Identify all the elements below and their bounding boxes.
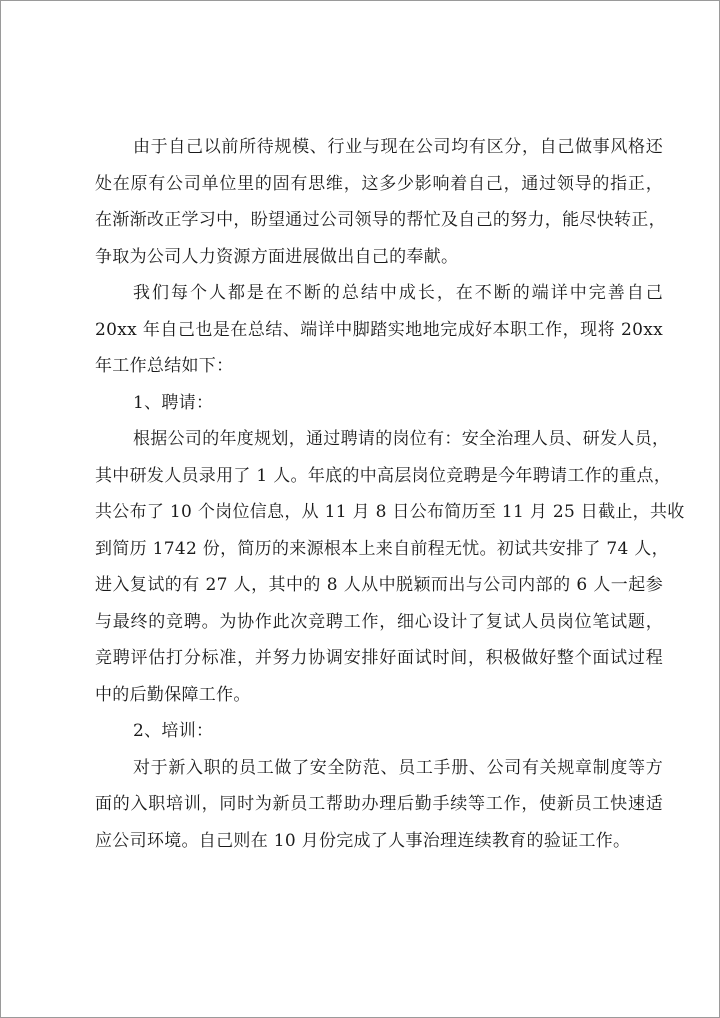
text-line: 由于自己以前所待规模、行业与现在公司均有区分，自己做事风格还	[133, 137, 663, 157]
document-body	[95, 129, 685, 859]
section-heading-training	[95, 713, 663, 750]
text-line: 其中研发人员录用了 1 人。年底的中高层岗位竞聘是今年聘请工作的重点，	[95, 465, 672, 486]
heading-text: 1、聘请：	[133, 392, 214, 413]
text-line: 共公布了 10 个岗位信息，从 11 月 8 日公布简历至 11 月 25 日截止，共收	[95, 502, 685, 522]
text-line: 处在原有公司单位里的固有思维，这多少影响着自己，通过领导的指正，	[95, 173, 663, 194]
text-line: 面的入职培训，同时为新员工帮助办理后勤手续等工作，使新员工快速适	[95, 794, 663, 814]
text-line: 与最终的竞聘。为协作此次竞聘工作，细心设计了复试人员岗位笔试题，	[95, 611, 663, 632]
text-line: 争取为公司人力资源方面进展做出自己的奉献。	[95, 246, 459, 267]
paragraph-adaptation	[95, 129, 666, 275]
text-line: 竞聘评估打分标准，并努力协调安排好面试时间，积极做好整个面试过程	[95, 648, 663, 668]
paragraph-training	[95, 750, 663, 860]
paragraph-recruitment	[95, 421, 685, 713]
text-line: 到简历 1742 份，简历的来源根本上来自前程无忧。初试共安排了 74 人，	[95, 538, 669, 559]
text-line: 中的后勤保障工作。	[95, 684, 251, 705]
text-line: 进入复试的有 27 人，其中的 8 人从中脱颖而出与公司内部的 6 人一起参	[95, 575, 663, 595]
text-line: 我们每个人都是在不断的总结中成长，在不断的端详中完善自己	[133, 283, 663, 303]
heading-text: 2、培训：	[133, 721, 214, 741]
section-heading-recruitment	[95, 385, 663, 422]
text-line: 应公司环境。自己则在 10 月份完成了人事治理连续教育的验证工作。	[95, 830, 631, 851]
text-line: 年工作总结如下：	[95, 356, 234, 376]
paragraph-summary-intro	[95, 275, 663, 385]
text-line: 根据公司的年度规划，通过聘请的岗位有：安全治理人员、研发人员，	[133, 429, 670, 449]
text-line: 20xx 年自己也是在总结、端详中脚踏实地地完成好本职工作，现将 20xx	[95, 319, 663, 340]
text-line: 在渐渐改正学习中，盼望通过公司领导的帮忙及自己的努力，能尽快转正，	[95, 210, 666, 230]
text-line: 对于新入职的员工做了安全防范、员工手册、公司有关规章制度等方	[133, 757, 663, 778]
